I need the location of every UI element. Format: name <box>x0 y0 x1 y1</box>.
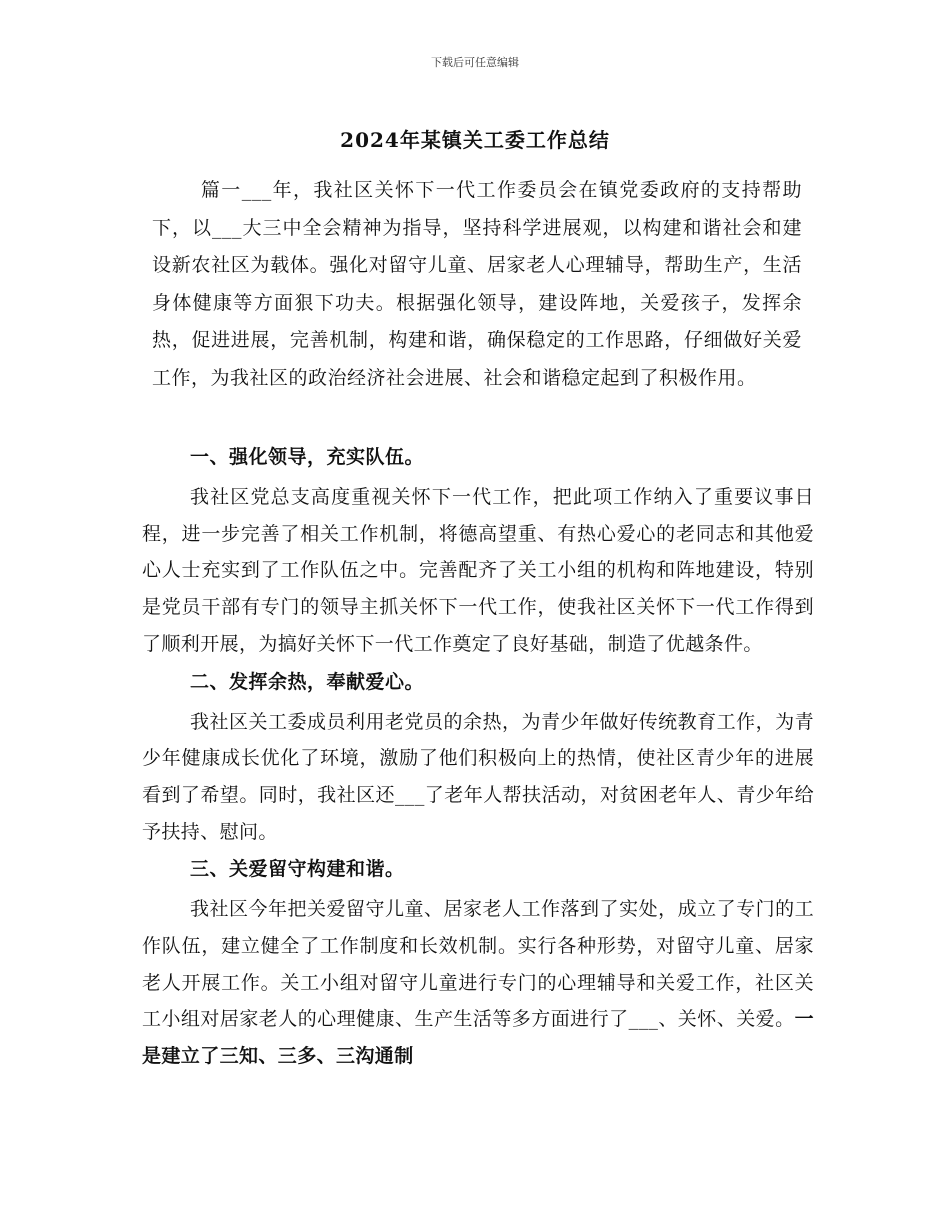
section-heading-2: 二、发挥余热，奉献爱心。 <box>190 670 425 693</box>
section-paragraph-3 <box>142 891 814 1075</box>
page-header-note: 下载后可任意编辑 <box>431 56 519 69</box>
intro-text: 篇一___年，我社区关怀下一代工作委员会在镇党委政府的支持帮助下，以___大三中全会精神为指导，坚持科学进展观，以构建和谐社会和建设新农社区为载体。强化对留守儿童、居家老人心理辅导，帮助生产，生活身体健康等方面狠下功夫。根据强化领导，建设阵地，关爱孩子，发挥余热，促进进展，完善机制，构建和谐，确保稳定的工作思路，仔细做好关爱工作，为我社区的政治经济社会进展、社会和谐稳定起到了积极作用。 <box>152 179 802 389</box>
section-heading-1: 一、强化领导，充实队伍。 <box>190 446 425 468</box>
document-body <box>142 440 814 1075</box>
document-title: 2024年某镇关工委工作总结 <box>340 128 610 152</box>
section-paragraph-2: 我社区关工委成员利用老党员的余热，为青少年做好传统教育工作，为青少年健康成长优化了环境，激励了他们积极向上的热情，使社区青少年的进展看到了希望。同时，我社区还___了老年人帮扶活动，对贫困老年人、青少年给予扶持、慰问。 <box>142 710 814 843</box>
section-paragraph-3-text: 我社区今年把关爱留守儿童、居家老人工作落到了实处，成立了专门的工作队伍，建立健全了工作制度和长效机制。实行各种形势，对留守儿童、居家老人开展工作。关工小组对留守儿童进行专门的心理辅导和关爱工作，社区关工小组对居家老人的心理健康、生产生活等多方面进行了___、关怀、关爱。 <box>142 898 814 1031</box>
section-paragraph-1: 我社区党总支高度重视关怀下一代工作，把此项工作纳入了重要议事日程，进一步完善了相关工作机制，将德高望重、有热心爱心的老同志和其他爱心人士充实到了工作队伍之中。完善配齐了关工小组的机构和阵地建设，特别是党员干部有专门的领导主抓关怀下一代工作，使我社区关怀下一代工作得到了顺利开展，为搞好关怀下一代工作奠定了良好基础，制造了优越条件。 <box>142 486 814 655</box>
intro-paragraph <box>152 172 802 397</box>
section-heading-3: 三、关爱留守构建和谐。 <box>190 858 405 881</box>
section-paragraph-3-bold-text: 一是建立了三知、三多、三沟通制 <box>142 1008 814 1068</box>
